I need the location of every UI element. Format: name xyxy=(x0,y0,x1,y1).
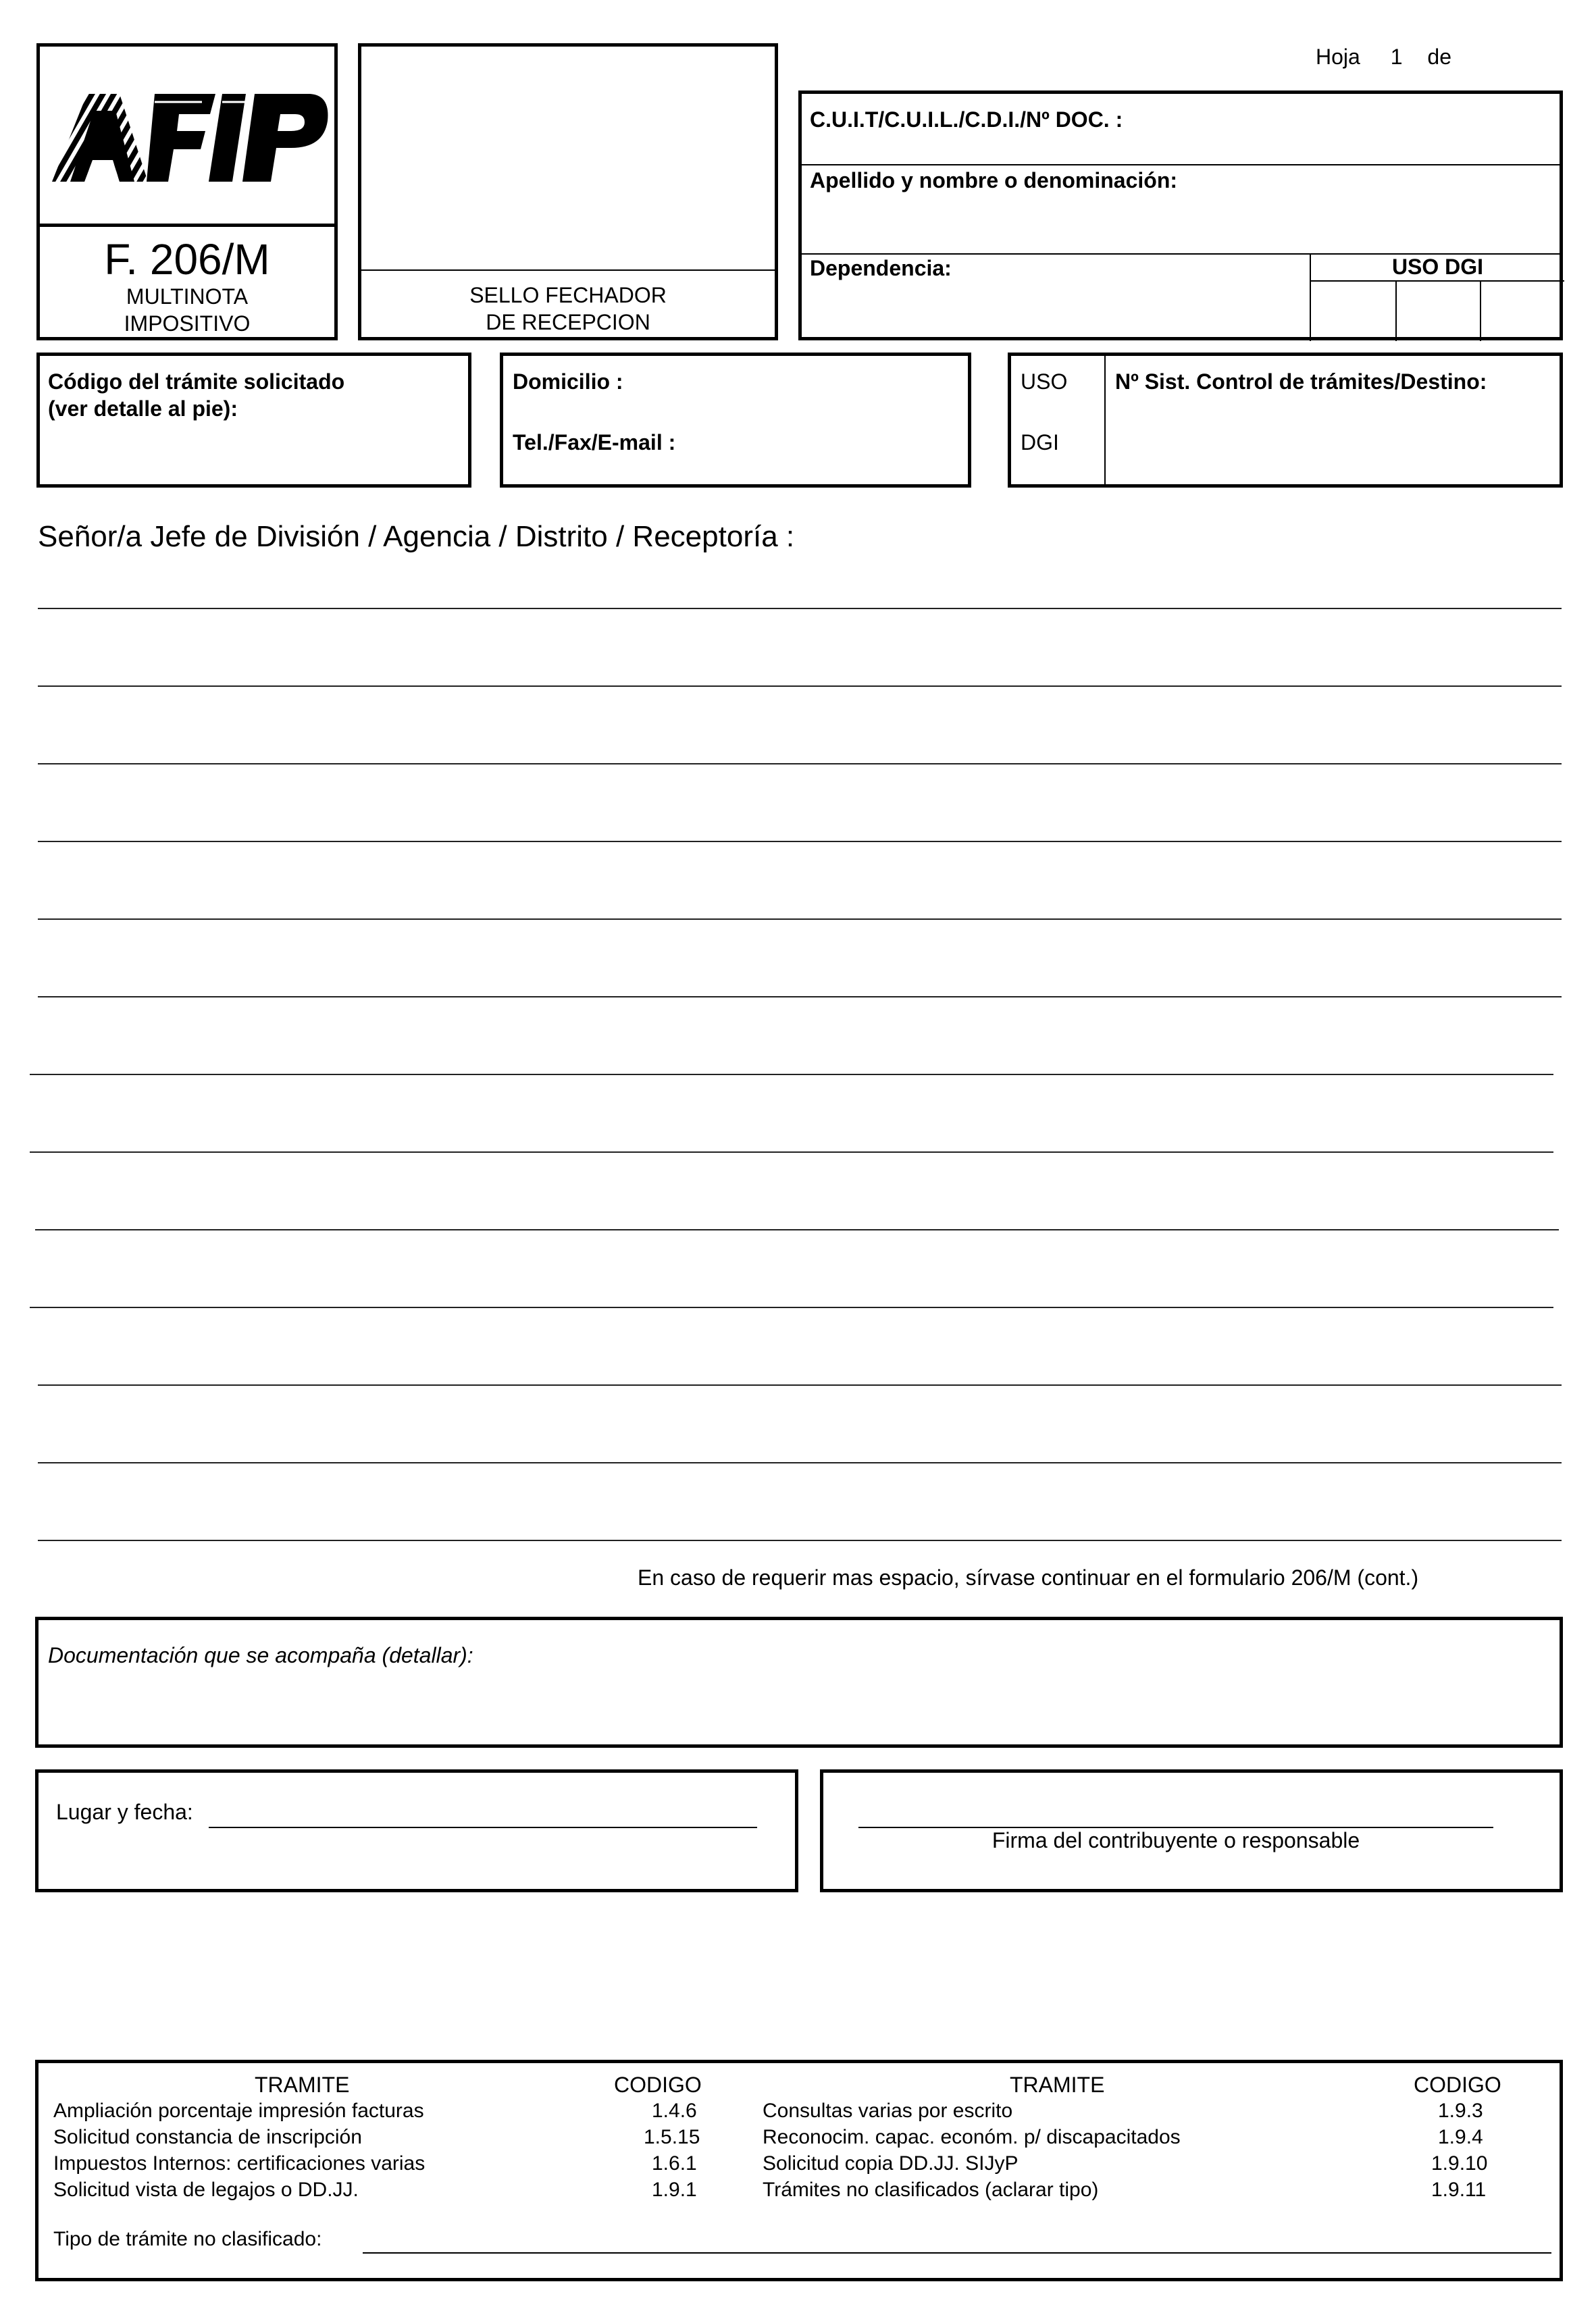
code-name: Impuestos Internos: certificaciones varias xyxy=(53,2152,426,2175)
right-code-row-3 xyxy=(763,2152,1560,2175)
uso-label: USO xyxy=(1021,369,1068,394)
code-name: Solicitud constancia de inscripción xyxy=(53,2126,362,2148)
lugar-fecha-box xyxy=(35,1769,798,1892)
unclassified-label: Tipo de trámite no clasificado: xyxy=(53,2228,322,2250)
writing-line[interactable] xyxy=(38,996,1562,997)
left-code-row-4 xyxy=(53,2179,769,2202)
writing-line[interactable] xyxy=(38,918,1562,920)
domicilio-label: Domicilio : xyxy=(513,369,623,394)
writing-line[interactable] xyxy=(30,1307,1553,1308)
codigo-tramite-box[interactable] xyxy=(36,353,471,488)
left-tramite-header: TRAMITE xyxy=(255,2073,350,2097)
sheet-of-label: de xyxy=(1427,45,1451,69)
name-label: Apellido y nombre o denominación: xyxy=(810,168,1178,192)
code-name: Solicitud copia DD.JJ. SIJyP xyxy=(763,2152,1019,2175)
writing-line[interactable] xyxy=(38,1384,1562,1386)
firma-label: Firma del contribuyente o responsable xyxy=(992,1828,1360,1852)
uso-dgi-cell-sep-1 xyxy=(1395,280,1397,341)
left-code-row-1 xyxy=(53,2100,769,2123)
control-label: Nº Sist. Control de trámites/Destino: xyxy=(1115,369,1487,394)
writing-line[interactable] xyxy=(38,841,1562,842)
salutation: Señor/a Jefe de División / Agencia / Distrito / Receptoría : xyxy=(38,520,795,553)
stamp-label-line1: SELLO FECHADOR xyxy=(469,283,667,307)
dependencia-input[interactable] xyxy=(810,283,1283,330)
uso-dgi-divider xyxy=(1311,280,1564,282)
codes-table xyxy=(35,2060,1563,2281)
code-name: Solicitud vista de legajos o DD.JJ. xyxy=(53,2179,359,2201)
sheet-current: 1 xyxy=(1390,45,1403,69)
code-value: 1.6.1 xyxy=(652,2152,697,2175)
right-code-row-1 xyxy=(763,2100,1560,2123)
lugar-fecha-input[interactable] xyxy=(209,1827,757,1828)
right-code-row-2 xyxy=(763,2126,1560,2149)
left-code-row-2 xyxy=(53,2126,769,2149)
documentacion-box[interactable] xyxy=(35,1617,1563,1748)
code-name: Ampliación porcentaje impresión facturas xyxy=(53,2100,424,2122)
form-number: F. 206/M xyxy=(104,235,270,284)
unclassified-input[interactable] xyxy=(363,2252,1551,2254)
domicilio-input[interactable] xyxy=(638,365,961,395)
code-value: 1.9.10 xyxy=(1431,2152,1488,2175)
uso-dgi-cell-sep-2 xyxy=(1480,280,1481,341)
code-name: Reconocim. capac. económ. p/ discapacitados xyxy=(763,2126,1181,2148)
left-code-row-3 xyxy=(53,2152,769,2175)
right-tramite-header: TRAMITE xyxy=(1010,2073,1105,2097)
form-name-line1: MULTINOTA xyxy=(126,284,249,309)
firma-box xyxy=(820,1769,1563,1892)
afip-logo xyxy=(40,47,334,222)
right-code-row-4 xyxy=(763,2179,1560,2202)
taxpayer-box xyxy=(798,90,1563,340)
code-value: 1.9.1 xyxy=(652,2179,697,2201)
logo-divider xyxy=(40,224,334,227)
domicilio-box xyxy=(500,353,971,488)
writing-line[interactable] xyxy=(38,763,1562,764)
code-value: 1.9.11 xyxy=(1431,2179,1487,2201)
writing-line[interactable] xyxy=(35,1229,1559,1230)
sheet-label: Hoja xyxy=(1316,45,1360,69)
right-codigo-header: CODIGO xyxy=(1414,2073,1501,2097)
code-value: 1.4.6 xyxy=(652,2100,697,2122)
documentacion-label: Documentación que se acompaña (detallar): xyxy=(48,1643,473,1667)
code-name: Consultas varias por escrito xyxy=(763,2100,1013,2122)
uso-dgi-table xyxy=(1310,253,1564,341)
taxpayer-divider-1 xyxy=(802,164,1560,165)
codigo-label-line2: (ver detalle al pie): xyxy=(48,396,238,421)
code-name: Trámites no clasificados (aclarar tipo) xyxy=(763,2179,1099,2201)
code-value: 1.9.3 xyxy=(1438,2100,1483,2122)
reception-stamp-box xyxy=(358,43,778,340)
code-value: 1.5.15 xyxy=(644,2126,700,2148)
writing-line[interactable] xyxy=(38,685,1562,687)
codigo-label-line1: Código del trámite solicitado xyxy=(48,369,345,394)
tel-input[interactable] xyxy=(679,426,961,456)
stamp-divider xyxy=(361,269,775,271)
name-input[interactable] xyxy=(810,195,1553,249)
sheet-number xyxy=(1316,45,1451,70)
cuit-input[interactable] xyxy=(810,134,1553,161)
writing-line[interactable] xyxy=(38,608,1562,609)
dependencia-label: Dependencia: xyxy=(810,256,952,280)
left-codigo-header: CODIGO xyxy=(614,2073,702,2097)
continue-note: En caso de requerir mas espacio, sírvase continuar en el formulario 206/M (cont.) xyxy=(638,1565,1419,1590)
code-value: 1.9.4 xyxy=(1438,2126,1483,2148)
uso-dgi-label: USO DGI xyxy=(1391,255,1484,279)
cuit-label: C.U.I.T/C.U.I.L./C.D.I./Nº DOC. : xyxy=(810,107,1123,132)
control-divider xyxy=(1104,356,1106,484)
writing-line[interactable] xyxy=(38,1462,1562,1463)
writing-line[interactable] xyxy=(38,1540,1562,1541)
lugar-fecha-label: Lugar y fecha: xyxy=(56,1800,193,1824)
form-name-line2: IMPOSITIVO xyxy=(124,311,251,336)
logo-box xyxy=(36,43,338,340)
control-tramites-box xyxy=(1008,353,1563,488)
dgi-label: DGI xyxy=(1021,430,1059,455)
writing-line[interactable] xyxy=(30,1074,1553,1075)
tel-label: Tel./Fax/E-mail : xyxy=(513,430,676,455)
writing-line[interactable] xyxy=(30,1151,1553,1153)
stamp-label-line2: DE RECEPCION xyxy=(486,310,650,334)
